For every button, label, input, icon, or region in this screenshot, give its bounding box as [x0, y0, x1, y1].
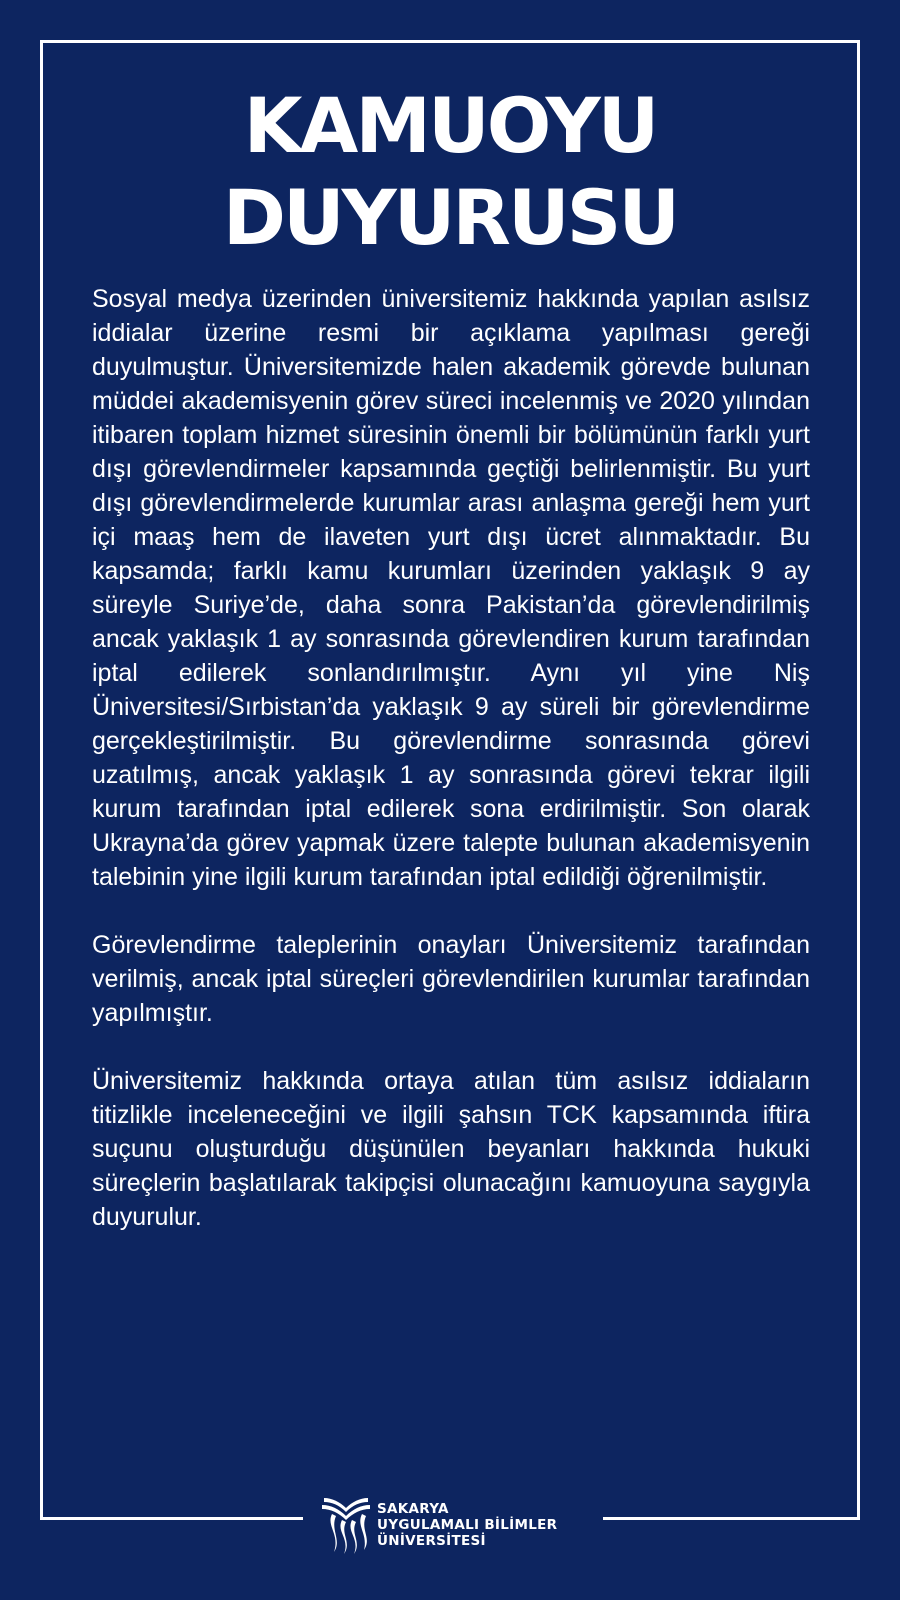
- title-line-2: DUYURUSU: [222, 173, 678, 262]
- logo-line-3: ÜNİVERSİTESİ: [377, 1533, 486, 1549]
- paragraph-1: Sosyal medya üzerinden üniversitemiz hakkında yapılan asılsız iddialar üzerine resmi bir açıklama yapılması gereği duyulmuştur. Üniversitemizde halen akademik görevde bulunan müddei akademisyenin görev süreci incelenmiş ve 2020 yılından itibaren toplam hizmet süresinin önemli bir bölümünün farklı yurt dışı görevlendirmeler kapsamında geçtiği belirlenmiştir. Bu yurt dışı görevlendirmelerde kurumlar arası anlaşma gereği hem yurt içi maaş hem de ilaveten yurt dışı ücret alınmaktadır. Bu kapsamda; farklı kamu kurumları üzerinden yaklaşık 9 ay süreyle Suriye’de, daha sonra Pakistan’da görevlendirilmiş ancak yaklaşık 1 ay sonrasında görevlendiren kurum tarafından iptal edilerek sonlandırılmıştır. Aynı yıl yine Niş Üniversitesi/Sırbistan’da yaklaşık 9 ay süreli bir görevlendirme gerçekleştirilmiştir. Bu görevlendirme sonrasında görevi uzatılmış, ancak yaklaşık 1 ay sonrasında görevi tekrar ilgili kurum tarafından iptal edilerek sona erdirilmiştir. Son olarak Ukrayna’da görev yapmak üzere talepte bulunan akademisyenin talebinin yine ilgili kurum tarafından iptal edildiği öğrenilmiştir.: [92, 285, 810, 891]
- title-line-1: KAMUOYU: [243, 81, 657, 170]
- border-frame-bottom-right: [603, 1517, 860, 1520]
- announcement-body: [92, 282, 810, 1268]
- university-logo: [320, 1492, 590, 1556]
- logo-line-2: UYGULAMALI BİLİMLER: [377, 1517, 558, 1533]
- university-emblem-icon: [320, 1492, 372, 1556]
- page-title: [0, 80, 900, 264]
- paragraph-3: Üniversitemiz hakkında ortaya atılan tüm asılsız iddiaların titizlikle inceleneceğini ve ilgili şahsın TCK kapsamında iftira suçunu oluşturduğu düşünülen beyanları hakkında hukuki süreçlerin başlatılarak takipçisi olunacağını kamuoyuna saygıyla duyurulur.: [92, 1067, 810, 1231]
- border-frame-bottom-left: [40, 1517, 303, 1520]
- paragraph-2: Görevlendirme taleplerinin onayları Üniversitemiz tarafından verilmiş, ancak iptal süreçleri görevlendirilen kurumlar tarafından yapılmıştır.: [92, 931, 810, 1027]
- logo-line-1: SAKARYA: [377, 1501, 449, 1517]
- university-name: [377, 1501, 557, 1549]
